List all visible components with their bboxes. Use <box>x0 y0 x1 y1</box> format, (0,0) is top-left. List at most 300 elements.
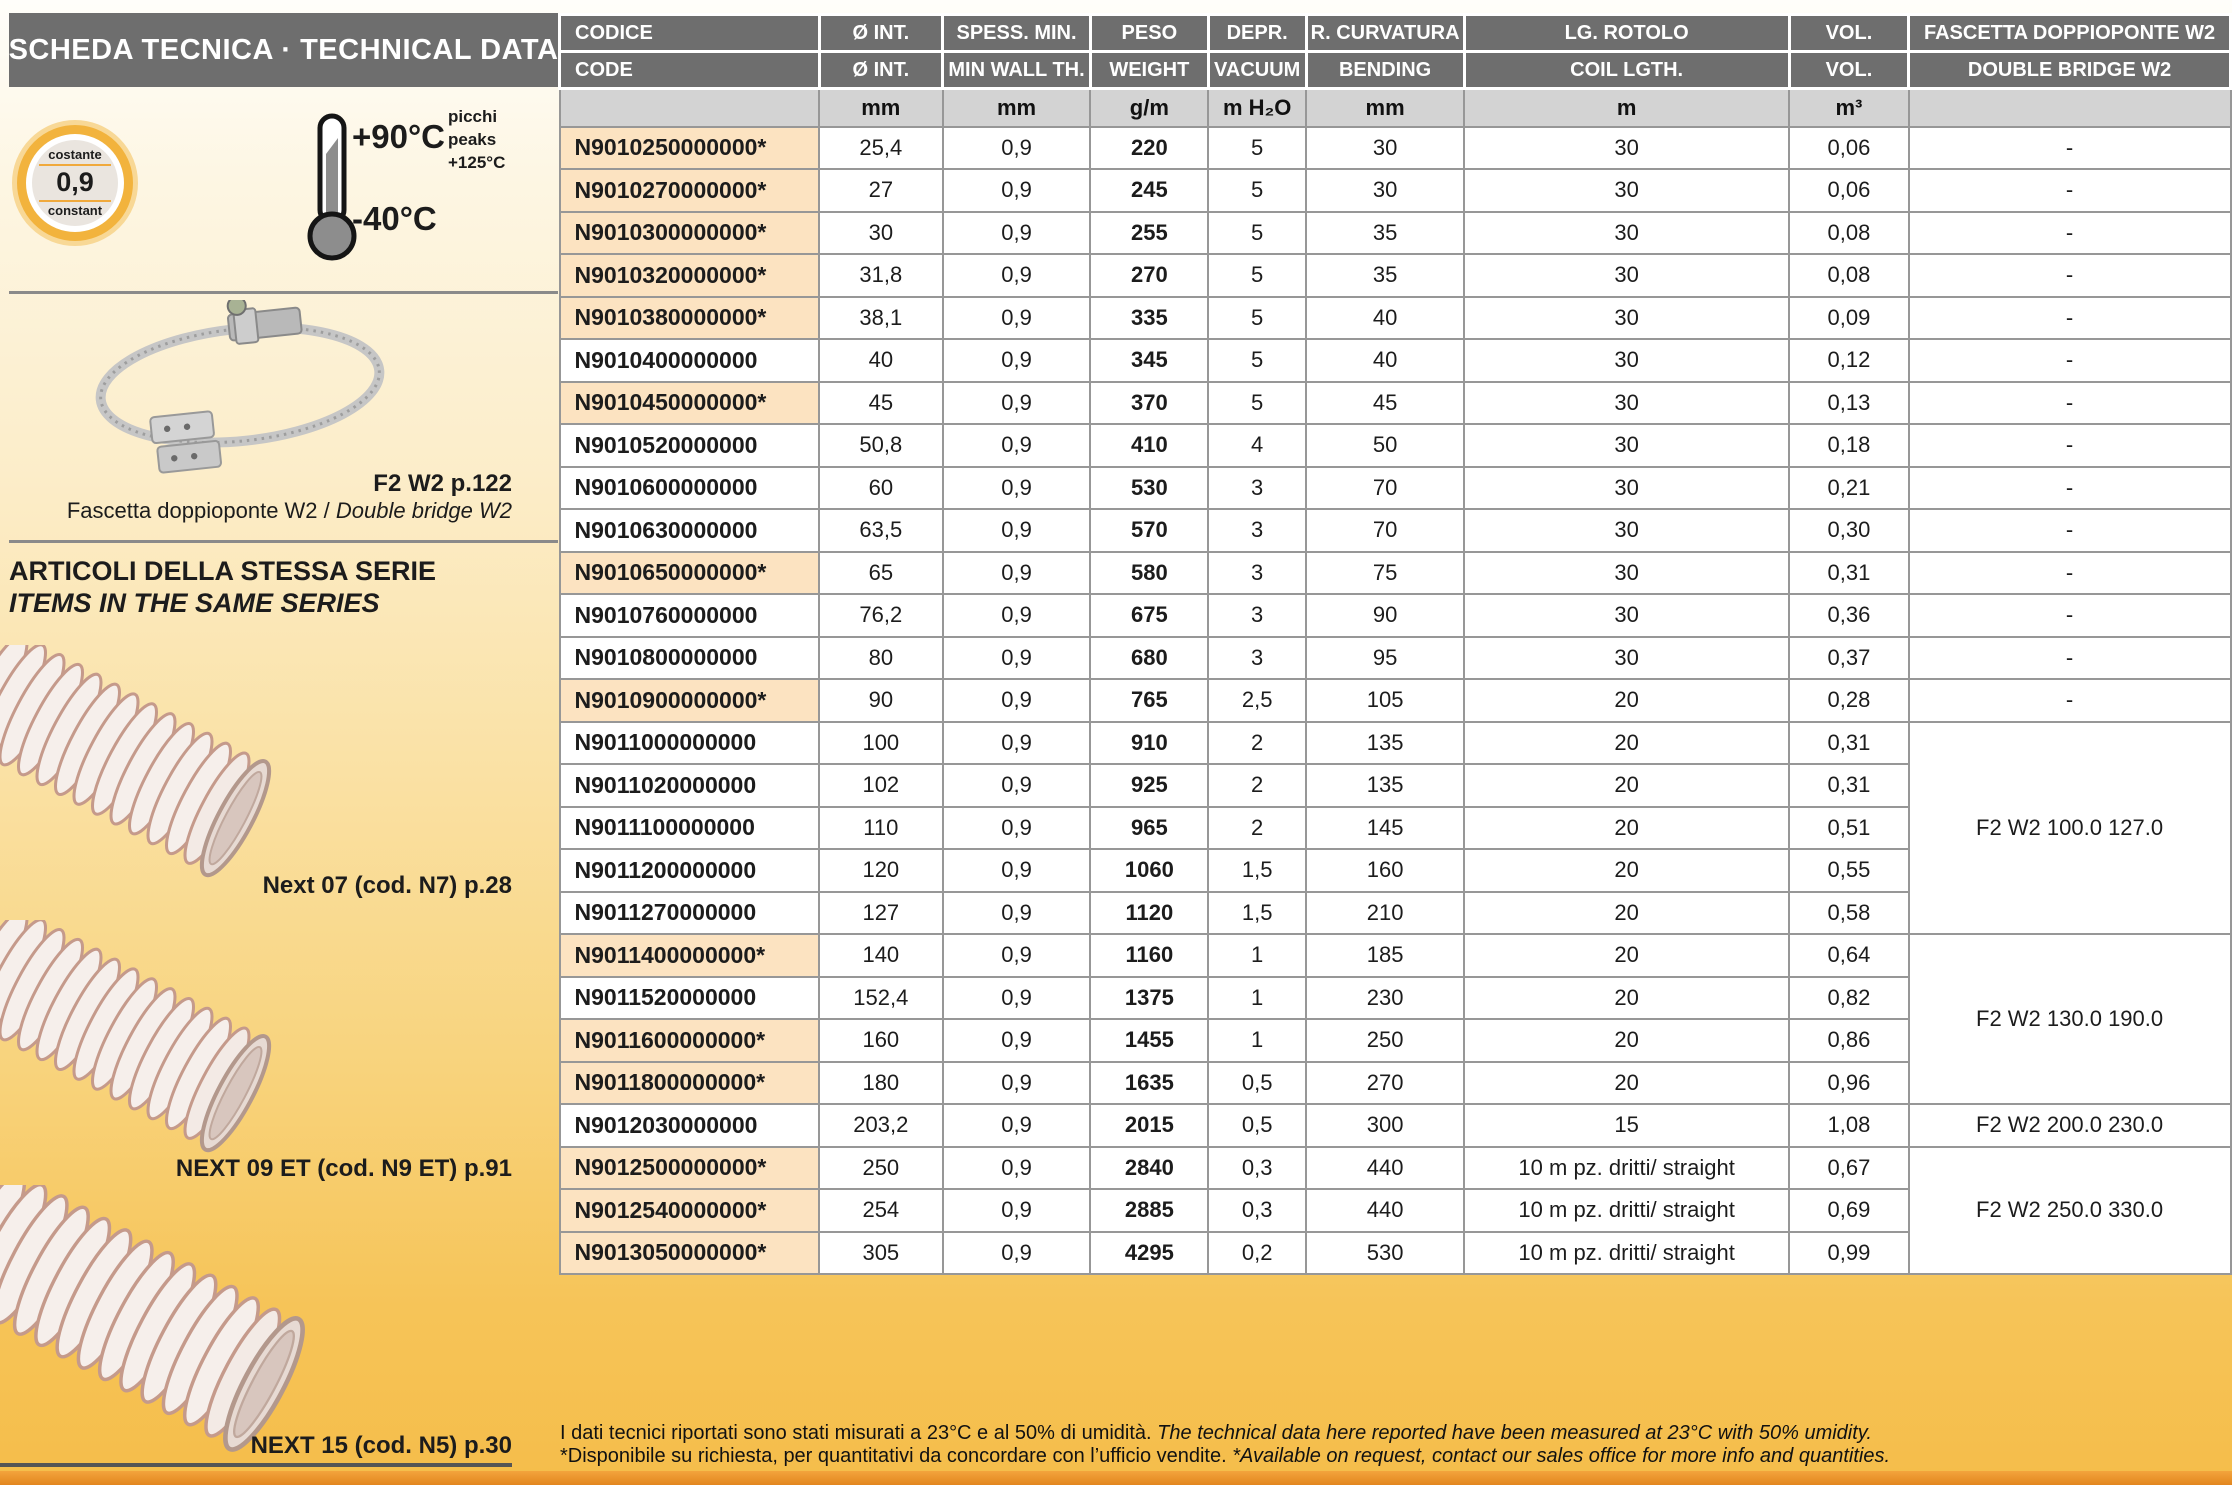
series-title <box>9 556 436 620</box>
table-row <box>560 679 2231 722</box>
weight-cell: 1635 <box>1090 1062 1208 1105</box>
bending-cell: 135 <box>1306 764 1464 807</box>
volume-cell: 0,31 <box>1789 552 1908 595</box>
coil-cell: 30 <box>1464 424 1789 467</box>
volume-cell: 0,37 <box>1789 637 1908 680</box>
bending-cell: 300 <box>1306 1104 1464 1147</box>
bending-cell: 105 <box>1306 679 1464 722</box>
vacuum-cell: 3 <box>1208 552 1306 595</box>
code-cell: N9011400000000* <box>560 934 820 977</box>
clamp-ref-label: F2 W2 p.122 <box>373 470 512 497</box>
diameter-cell: 254 <box>819 1189 942 1232</box>
wall-cell: 0,9 <box>943 679 1091 722</box>
vacuum-cell: 4 <box>1208 424 1306 467</box>
volume-cell: 0,08 <box>1789 254 1908 297</box>
hose-image-next15 <box>0 1185 350 1470</box>
peaks-en: peaks <box>448 129 497 149</box>
unit-mh2o: m H₂O <box>1208 89 1306 127</box>
bottom-accent-strip <box>0 1471 2232 1485</box>
volume-cell: 0,06 <box>1789 127 1908 170</box>
note-measurement-it: I dati tecnici riportati sono stati misurati a 23°C e al 50% di umidità. <box>560 1422 1158 1444</box>
code-cell: N9010320000000* <box>560 254 820 297</box>
coil-cell: 30 <box>1464 552 1789 595</box>
weight-cell: 1060 <box>1090 849 1208 892</box>
unit-m3: m³ <box>1789 89 1908 127</box>
vacuum-cell: 3 <box>1208 637 1306 680</box>
wall-cell: 0,9 <box>943 297 1091 340</box>
weight-cell: 965 <box>1090 807 1208 850</box>
wall-cell: 0,9 <box>943 722 1091 765</box>
volume-cell: 0,96 <box>1789 1062 1908 1105</box>
coil-cell: 30 <box>1464 339 1789 382</box>
wall-cell: 0,9 <box>943 807 1091 850</box>
wall-cell: 0,9 <box>943 509 1091 552</box>
code-cell: N9010520000000 <box>560 424 820 467</box>
code-cell: N9010650000000* <box>560 552 820 595</box>
clamp-image <box>85 300 400 480</box>
wall-cell: 0,9 <box>943 1147 1091 1190</box>
col-diam-int: Ø INT. <box>819 15 942 52</box>
weight-cell: 2015 <box>1090 1104 1208 1147</box>
wall-cell: 0,9 <box>943 254 1091 297</box>
wall-cell: 0,9 <box>943 1189 1091 1232</box>
diameter-cell: 120 <box>819 849 942 892</box>
code-cell: N9011600000000* <box>560 1019 820 1062</box>
volume-cell: 0,82 <box>1789 977 1908 1020</box>
clamp-ref-cell: - <box>1909 594 2231 637</box>
vacuum-cell: 2,5 <box>1208 679 1306 722</box>
table-row <box>560 509 2231 552</box>
hose-caption-next07: Next 07 (cod. N7) p.28 <box>262 872 512 899</box>
weight-cell: 2885 <box>1090 1189 1208 1232</box>
bending-cell: 70 <box>1306 509 1464 552</box>
vacuum-cell: 5 <box>1208 169 1306 212</box>
code-cell: N9010300000000* <box>560 212 820 255</box>
diameter-cell: 100 <box>819 722 942 765</box>
col-vol: VOL. <box>1789 15 1908 52</box>
bending-cell: 90 <box>1306 594 1464 637</box>
diameter-cell: 30 <box>819 212 942 255</box>
weight-cell: 1160 <box>1090 934 1208 977</box>
volume-cell: 0,86 <box>1789 1019 1908 1062</box>
weight-cell: 1455 <box>1090 1019 1208 1062</box>
weight-cell: 220 <box>1090 127 1208 170</box>
code-cell: N9010250000000* <box>560 127 820 170</box>
coil-cell: 30 <box>1464 212 1789 255</box>
diameter-cell: 31,8 <box>819 254 942 297</box>
unit-mm-2: mm <box>943 89 1091 127</box>
code-cell: N9010450000000* <box>560 382 820 425</box>
diameter-cell: 152,4 <box>819 977 942 1020</box>
code-cell: N9010380000000* <box>560 297 820 340</box>
table-row <box>560 722 2231 765</box>
code-cell: N9011800000000* <box>560 1062 820 1105</box>
vacuum-cell: 5 <box>1208 297 1306 340</box>
technical-data-table <box>558 13 2232 1275</box>
coil-cell: 30 <box>1464 169 1789 212</box>
coil-cell: 30 <box>1464 467 1789 510</box>
weight-cell: 245 <box>1090 169 1208 212</box>
code-cell: N9011520000000 <box>560 977 820 1020</box>
volume-cell: 0,12 <box>1789 339 1908 382</box>
col-depr: DEPR. <box>1208 15 1306 52</box>
badge-label-en: constant <box>47 202 103 218</box>
col-spess-min: SPESS. MIN. <box>943 15 1091 52</box>
note-availability-it: *Disponibile su richiesta, per quantitativi da concordare con l’ufficio vendite. <box>560 1445 1233 1468</box>
volume-cell: 0,55 <box>1789 849 1908 892</box>
unit-gm: g/m <box>1090 89 1208 127</box>
weight-cell: 765 <box>1090 679 1208 722</box>
diameter-cell: 127 <box>819 892 942 935</box>
bending-cell: 40 <box>1306 339 1464 382</box>
col-curvatura: R. CURVATURA <box>1306 15 1464 52</box>
vacuum-cell: 0,5 <box>1208 1062 1306 1105</box>
bending-cell: 530 <box>1306 1232 1464 1275</box>
diameter-cell: 27 <box>819 169 942 212</box>
volume-cell: 0,99 <box>1789 1232 1908 1275</box>
bottom-left-rule <box>0 1463 512 1467</box>
badge-divider <box>39 164 111 166</box>
diameter-cell: 40 <box>819 339 942 382</box>
wall-cell: 0,9 <box>943 212 1091 255</box>
weight-cell: 370 <box>1090 382 1208 425</box>
code-cell: N9011270000000 <box>560 892 820 935</box>
coil-cell: 20 <box>1464 807 1789 850</box>
weight-cell: 675 <box>1090 594 1208 637</box>
clamp-caption <box>40 498 512 524</box>
code-cell: N9010900000000* <box>560 679 820 722</box>
code-cell: N9012540000000* <box>560 1189 820 1232</box>
coil-cell: 30 <box>1464 297 1789 340</box>
coil-cell: 30 <box>1464 509 1789 552</box>
wall-cell: 0,9 <box>943 1104 1091 1147</box>
diameter-cell: 102 <box>819 764 942 807</box>
clamp-ref-cell: - <box>1909 509 2231 552</box>
hose-image-next09et <box>0 920 310 1165</box>
volume-cell: 0,64 <box>1789 934 1908 977</box>
table-row <box>560 467 2231 510</box>
vacuum-cell: 0,5 <box>1208 1104 1306 1147</box>
vacuum-cell: 1,5 <box>1208 849 1306 892</box>
coil-cell: 30 <box>1464 127 1789 170</box>
header-row-en <box>560 52 2231 89</box>
volume-cell: 0,13 <box>1789 382 1908 425</box>
col-weight: WEIGHT <box>1090 52 1208 89</box>
clamp-ref-cell: - <box>1909 254 2231 297</box>
diameter-cell: 65 <box>819 552 942 595</box>
bending-cell: 30 <box>1306 169 1464 212</box>
hose-caption-next09et: NEXT 09 ET (cod. N9 ET) p.91 <box>175 1155 512 1182</box>
clamp-ref-cell: - <box>1909 467 2231 510</box>
table-row <box>560 637 2231 680</box>
volume-cell: 0,51 <box>1789 807 1908 850</box>
volume-cell: 0,30 <box>1789 509 1908 552</box>
bending-cell: 135 <box>1306 722 1464 765</box>
wall-cell: 0,9 <box>943 594 1091 637</box>
clamp-ref-cell: - <box>1909 212 2231 255</box>
volume-cell: 1,08 <box>1789 1104 1908 1147</box>
diameter-cell: 63,5 <box>819 509 942 552</box>
diameter-cell: 45 <box>819 382 942 425</box>
col-vacuum: VACUUM <box>1208 52 1306 89</box>
volume-cell: 0,31 <box>1789 722 1908 765</box>
coil-cell: 20 <box>1464 1019 1789 1062</box>
diameter-cell: 250 <box>819 1147 942 1190</box>
hose-caption-next15: NEXT 15 (cod. N5) p.30 <box>250 1432 512 1459</box>
unit-mm-3: mm <box>1306 89 1464 127</box>
bending-cell: 160 <box>1306 849 1464 892</box>
divider-rule <box>9 540 558 543</box>
units-row <box>560 89 2231 127</box>
clamp-ref-cell: - <box>1909 382 2231 425</box>
volume-cell: 0,09 <box>1789 297 1908 340</box>
vacuum-cell: 1 <box>1208 977 1306 1020</box>
wall-cell: 0,9 <box>943 127 1091 170</box>
table-row <box>560 127 2231 170</box>
volume-cell: 0,21 <box>1789 467 1908 510</box>
unit-m: m <box>1464 89 1789 127</box>
clamp-ref-cell: - <box>1909 424 2231 467</box>
constant-thickness-badge <box>12 120 138 246</box>
temp-peaks-label <box>448 106 505 175</box>
vacuum-cell: 3 <box>1208 594 1306 637</box>
col-codice: CODICE <box>560 15 820 52</box>
clamp-ref-cell: - <box>1909 169 2231 212</box>
code-cell: N9011020000000 <box>560 764 820 807</box>
diameter-cell: 110 <box>819 807 942 850</box>
col-peso: PESO <box>1090 15 1208 52</box>
diameter-cell: 38,1 <box>819 297 942 340</box>
code-cell: N9010630000000 <box>560 509 820 552</box>
series-title-it: ARTICOLI DELLA STESSA SERIE <box>9 556 437 586</box>
diameter-cell: 76,2 <box>819 594 942 637</box>
weight-cell: 255 <box>1090 212 1208 255</box>
weight-cell: 335 <box>1090 297 1208 340</box>
hose-image-next07 <box>0 645 310 890</box>
code-cell: N9010800000000 <box>560 637 820 680</box>
vacuum-cell: 2 <box>1208 807 1306 850</box>
unit-mm-1: mm <box>819 89 942 127</box>
bending-cell: 250 <box>1306 1019 1464 1062</box>
note-availability <box>560 1445 2224 1468</box>
col-vol-en: VOL. <box>1789 52 1908 89</box>
coil-cell: 10 m pz. dritti/ straight <box>1464 1232 1789 1275</box>
weight-cell: 580 <box>1090 552 1208 595</box>
weight-cell: 410 <box>1090 424 1208 467</box>
weight-cell: 680 <box>1090 637 1208 680</box>
table-row <box>560 297 2231 340</box>
table-row <box>560 552 2231 595</box>
badge-label-it: costante <box>48 146 102 162</box>
bending-cell: 440 <box>1306 1189 1464 1232</box>
peaks-value: +125°C <box>448 152 506 172</box>
col-bending: BENDING <box>1306 52 1464 89</box>
vacuum-cell: 3 <box>1208 467 1306 510</box>
wall-cell: 0,9 <box>943 934 1091 977</box>
coil-cell: 30 <box>1464 594 1789 637</box>
diameter-cell: 60 <box>819 467 942 510</box>
bending-cell: 270 <box>1306 1062 1464 1105</box>
col-double-bridge: DOUBLE BRIDGE W2 <box>1909 52 2231 89</box>
code-cell: N9012030000000 <box>560 1104 820 1147</box>
bending-cell: 230 <box>1306 977 1464 1020</box>
wall-cell: 0,9 <box>943 977 1091 1020</box>
badge-divider <box>39 200 111 202</box>
bending-cell: 35 <box>1306 254 1464 297</box>
bending-cell: 70 <box>1306 467 1464 510</box>
coil-cell: 10 m pz. dritti/ straight <box>1464 1189 1789 1232</box>
code-cell: N9010270000000* <box>560 169 820 212</box>
diameter-cell: 180 <box>819 1062 942 1105</box>
diameter-cell: 160 <box>819 1019 942 1062</box>
peaks-it: picchi <box>448 107 498 126</box>
table-row <box>560 1104 2231 1147</box>
table-row <box>560 169 2231 212</box>
coil-cell: 20 <box>1464 1062 1789 1105</box>
weight-cell: 910 <box>1090 722 1208 765</box>
diameter-cell: 80 <box>819 637 942 680</box>
coil-cell: 30 <box>1464 382 1789 425</box>
wall-cell: 0,9 <box>943 467 1091 510</box>
vacuum-cell: 2 <box>1208 764 1306 807</box>
weight-cell: 1120 <box>1090 892 1208 935</box>
coil-cell: 20 <box>1464 934 1789 977</box>
coil-cell: 30 <box>1464 254 1789 297</box>
wall-cell: 0,9 <box>943 169 1091 212</box>
wall-cell: 0,9 <box>943 1019 1091 1062</box>
code-cell: N9013050000000* <box>560 1232 820 1275</box>
header-row-it <box>560 15 2231 52</box>
code-cell: N9011100000000 <box>560 807 820 850</box>
coil-cell: 10 m pz. dritti/ straight <box>1464 1147 1789 1190</box>
page-title-text: SCHEDA TECNICA · TECHNICAL DATA <box>8 33 559 66</box>
clamp-ref-cell: - <box>1909 637 2231 680</box>
volume-cell: 0,06 <box>1789 169 1908 212</box>
vacuum-cell: 1 <box>1208 934 1306 977</box>
clamp-ref-cell: F2 W2 200.0 230.0 <box>1909 1104 2231 1147</box>
table-row <box>560 594 2231 637</box>
coil-cell: 15 <box>1464 1104 1789 1147</box>
table-row <box>560 934 2231 977</box>
col-rotolo: LG. ROTOLO <box>1464 15 1789 52</box>
wall-cell: 0,9 <box>943 339 1091 382</box>
weight-cell: 270 <box>1090 254 1208 297</box>
bending-cell: 145 <box>1306 807 1464 850</box>
temp-min-label: -40°C <box>352 200 437 237</box>
unit-code <box>560 89 820 127</box>
code-cell: N9010760000000 <box>560 594 820 637</box>
clamp-caption-it: Fascetta doppioponte W2 / <box>66 498 336 523</box>
wall-cell: 0,9 <box>943 892 1091 935</box>
volume-cell: 0,31 <box>1789 764 1908 807</box>
wall-cell: 0,9 <box>943 382 1091 425</box>
vacuum-cell: 0,3 <box>1208 1189 1306 1232</box>
vacuum-cell: 5 <box>1208 339 1306 382</box>
code-cell: N9012500000000* <box>560 1147 820 1190</box>
wall-cell: 0,9 <box>943 637 1091 680</box>
coil-cell: 20 <box>1464 679 1789 722</box>
volume-cell: 0,08 <box>1789 212 1908 255</box>
col-min-wall: MIN WALL TH. <box>943 52 1091 89</box>
wall-cell: 0,9 <box>943 1062 1091 1105</box>
weight-cell: 345 <box>1090 339 1208 382</box>
col-diam-int-en: Ø INT. <box>819 52 942 89</box>
clamp-ref-cell: - <box>1909 679 2231 722</box>
clamp-ref-cell: F2 W2 100.0 127.0 <box>1909 722 2231 935</box>
wall-cell: 0,9 <box>943 424 1091 467</box>
bending-cell: 50 <box>1306 424 1464 467</box>
table-row <box>560 424 2231 467</box>
diameter-cell: 140 <box>819 934 942 977</box>
vacuum-cell: 1,5 <box>1208 892 1306 935</box>
vacuum-cell: 5 <box>1208 212 1306 255</box>
wall-cell: 0,9 <box>943 1232 1091 1275</box>
diameter-cell: 305 <box>819 1232 942 1275</box>
table-row <box>560 1147 2231 1190</box>
table-body <box>560 127 2231 1275</box>
coil-cell: 20 <box>1464 977 1789 1020</box>
volume-cell: 0,69 <box>1789 1189 1908 1232</box>
vacuum-cell: 0,2 <box>1208 1232 1306 1275</box>
diameter-cell: 25,4 <box>819 127 942 170</box>
clamp-ref-cell: - <box>1909 552 2231 595</box>
series-title-en: ITEMS IN THE SAME SERIES <box>9 587 380 618</box>
weight-cell: 1375 <box>1090 977 1208 1020</box>
bending-cell: 45 <box>1306 382 1464 425</box>
weight-cell: 2840 <box>1090 1147 1208 1190</box>
volume-cell: 0,28 <box>1789 679 1908 722</box>
bending-cell: 75 <box>1306 552 1464 595</box>
code-cell: N9010400000000 <box>560 339 820 382</box>
badge-ring <box>26 134 124 232</box>
divider-rule <box>9 291 558 294</box>
bending-cell: 95 <box>1306 637 1464 680</box>
col-coil-lgth: COIL LGTH. <box>1464 52 1789 89</box>
weight-cell: 530 <box>1090 467 1208 510</box>
note-measurement <box>560 1422 2224 1445</box>
bending-cell: 185 <box>1306 934 1464 977</box>
volume-cell: 0,67 <box>1789 1147 1908 1190</box>
code-cell: N9011000000000 <box>560 722 820 765</box>
vacuum-cell: 5 <box>1208 127 1306 170</box>
volume-cell: 0,18 <box>1789 424 1908 467</box>
note-measurement-en: The technical data here reported have been measured at 23°C with 50% umidity. <box>1157 1422 1872 1444</box>
clamp-ref-cell: F2 W2 130.0 190.0 <box>1909 934 2231 1104</box>
table-header <box>560 15 2231 127</box>
clamp-ref-cell: - <box>1909 297 2231 340</box>
coil-cell: 20 <box>1464 892 1789 935</box>
coil-cell: 20 <box>1464 849 1789 892</box>
table-row <box>560 254 2231 297</box>
table-row <box>560 339 2231 382</box>
note-availability-en: *Available on request, contact our sales office for more info and quantities. <box>1232 1445 1891 1468</box>
volume-cell: 0,58 <box>1789 892 1908 935</box>
coil-cell: 20 <box>1464 722 1789 765</box>
table-row <box>560 382 2231 425</box>
code-cell: N9011200000000 <box>560 849 820 892</box>
vacuum-cell: 0,3 <box>1208 1147 1306 1190</box>
vacuum-cell: 1 <box>1208 1019 1306 1062</box>
bending-cell: 440 <box>1306 1147 1464 1190</box>
unit-fascetta <box>1909 89 2231 127</box>
diameter-cell: 90 <box>819 679 942 722</box>
footer-notes <box>560 1422 2224 1468</box>
bending-cell: 35 <box>1306 212 1464 255</box>
weight-cell: 925 <box>1090 764 1208 807</box>
temp-max-label: +90°C <box>352 118 446 155</box>
badge-value: 0,9 <box>56 167 94 198</box>
clamp-ref-cell: F2 W2 250.0 330.0 <box>1909 1147 2231 1275</box>
